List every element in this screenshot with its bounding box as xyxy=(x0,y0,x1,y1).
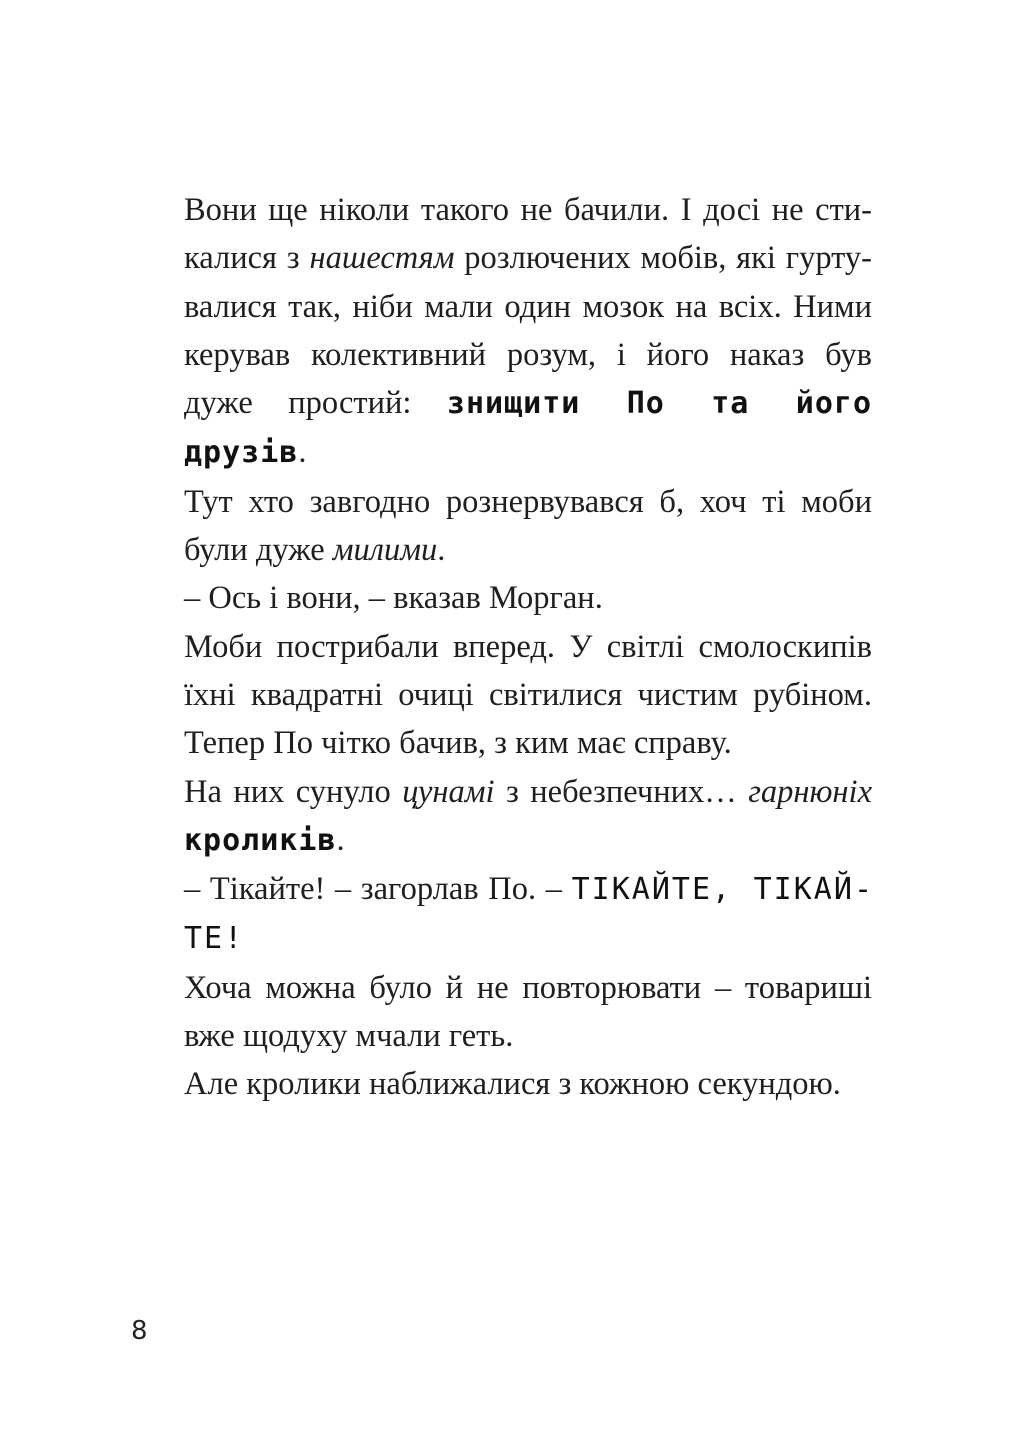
text-run: . xyxy=(336,821,345,858)
pixel-font-run: знищити По та його друзів xyxy=(184,386,873,471)
paragraph-5 xyxy=(184,768,872,866)
text-run: з небезпечних… xyxy=(494,773,749,810)
text-run: Моби пострибали вперед. У світлі смолоскипів їхні квадратні очиці світилися чистим рубіном. Тепер По чітко бачив, з ким має справу. xyxy=(184,628,872,762)
page-number: 8 xyxy=(131,1316,148,1346)
text-run: – Ось і вони, – вказав Морган. xyxy=(184,580,603,617)
pixel-font-run: кроликів xyxy=(184,822,337,858)
paragraph-4 xyxy=(184,623,872,768)
italic-run: гарнюніх xyxy=(748,773,872,810)
pixel-font-run: ТІКАЙТЕ, ТІКАЙТЕ! xyxy=(184,872,872,957)
text-run: – Тікайте! – загорлав По. – xyxy=(184,871,572,908)
paragraph-1 xyxy=(184,186,872,478)
body-text xyxy=(184,186,872,1109)
italic-run: нашестям xyxy=(309,240,455,277)
italic-run: цунамі xyxy=(402,773,495,810)
text-run: розлючених мобів, які гуртувалися так, ніби мали один мозок на всіх. Ними керував колективний розум, і його наказ був дуже простий: xyxy=(184,240,872,422)
text-run: Але кролики наближалися з кожною секундою. xyxy=(184,1066,841,1103)
text-run: . xyxy=(437,532,446,569)
text-run: . xyxy=(298,434,307,471)
paragraph-6 xyxy=(184,865,872,964)
text-run: Тут хто завгодно рознервувався б, хоч ті моби були дуже xyxy=(184,483,872,569)
paragraph-2 xyxy=(184,478,872,575)
paragraph-8 xyxy=(184,1060,872,1108)
text-run: Хоча можна було й не повторювати – товариші вже щодуху мчали геть. xyxy=(184,969,872,1055)
italic-run: милими xyxy=(332,532,438,569)
paragraph-7 xyxy=(184,964,872,1061)
paragraph-3 xyxy=(184,574,872,622)
text-run: Вони ще ніколи такого не бачили. І досі не стикалися з xyxy=(184,192,872,277)
text-run: На них сунуло xyxy=(184,773,403,810)
